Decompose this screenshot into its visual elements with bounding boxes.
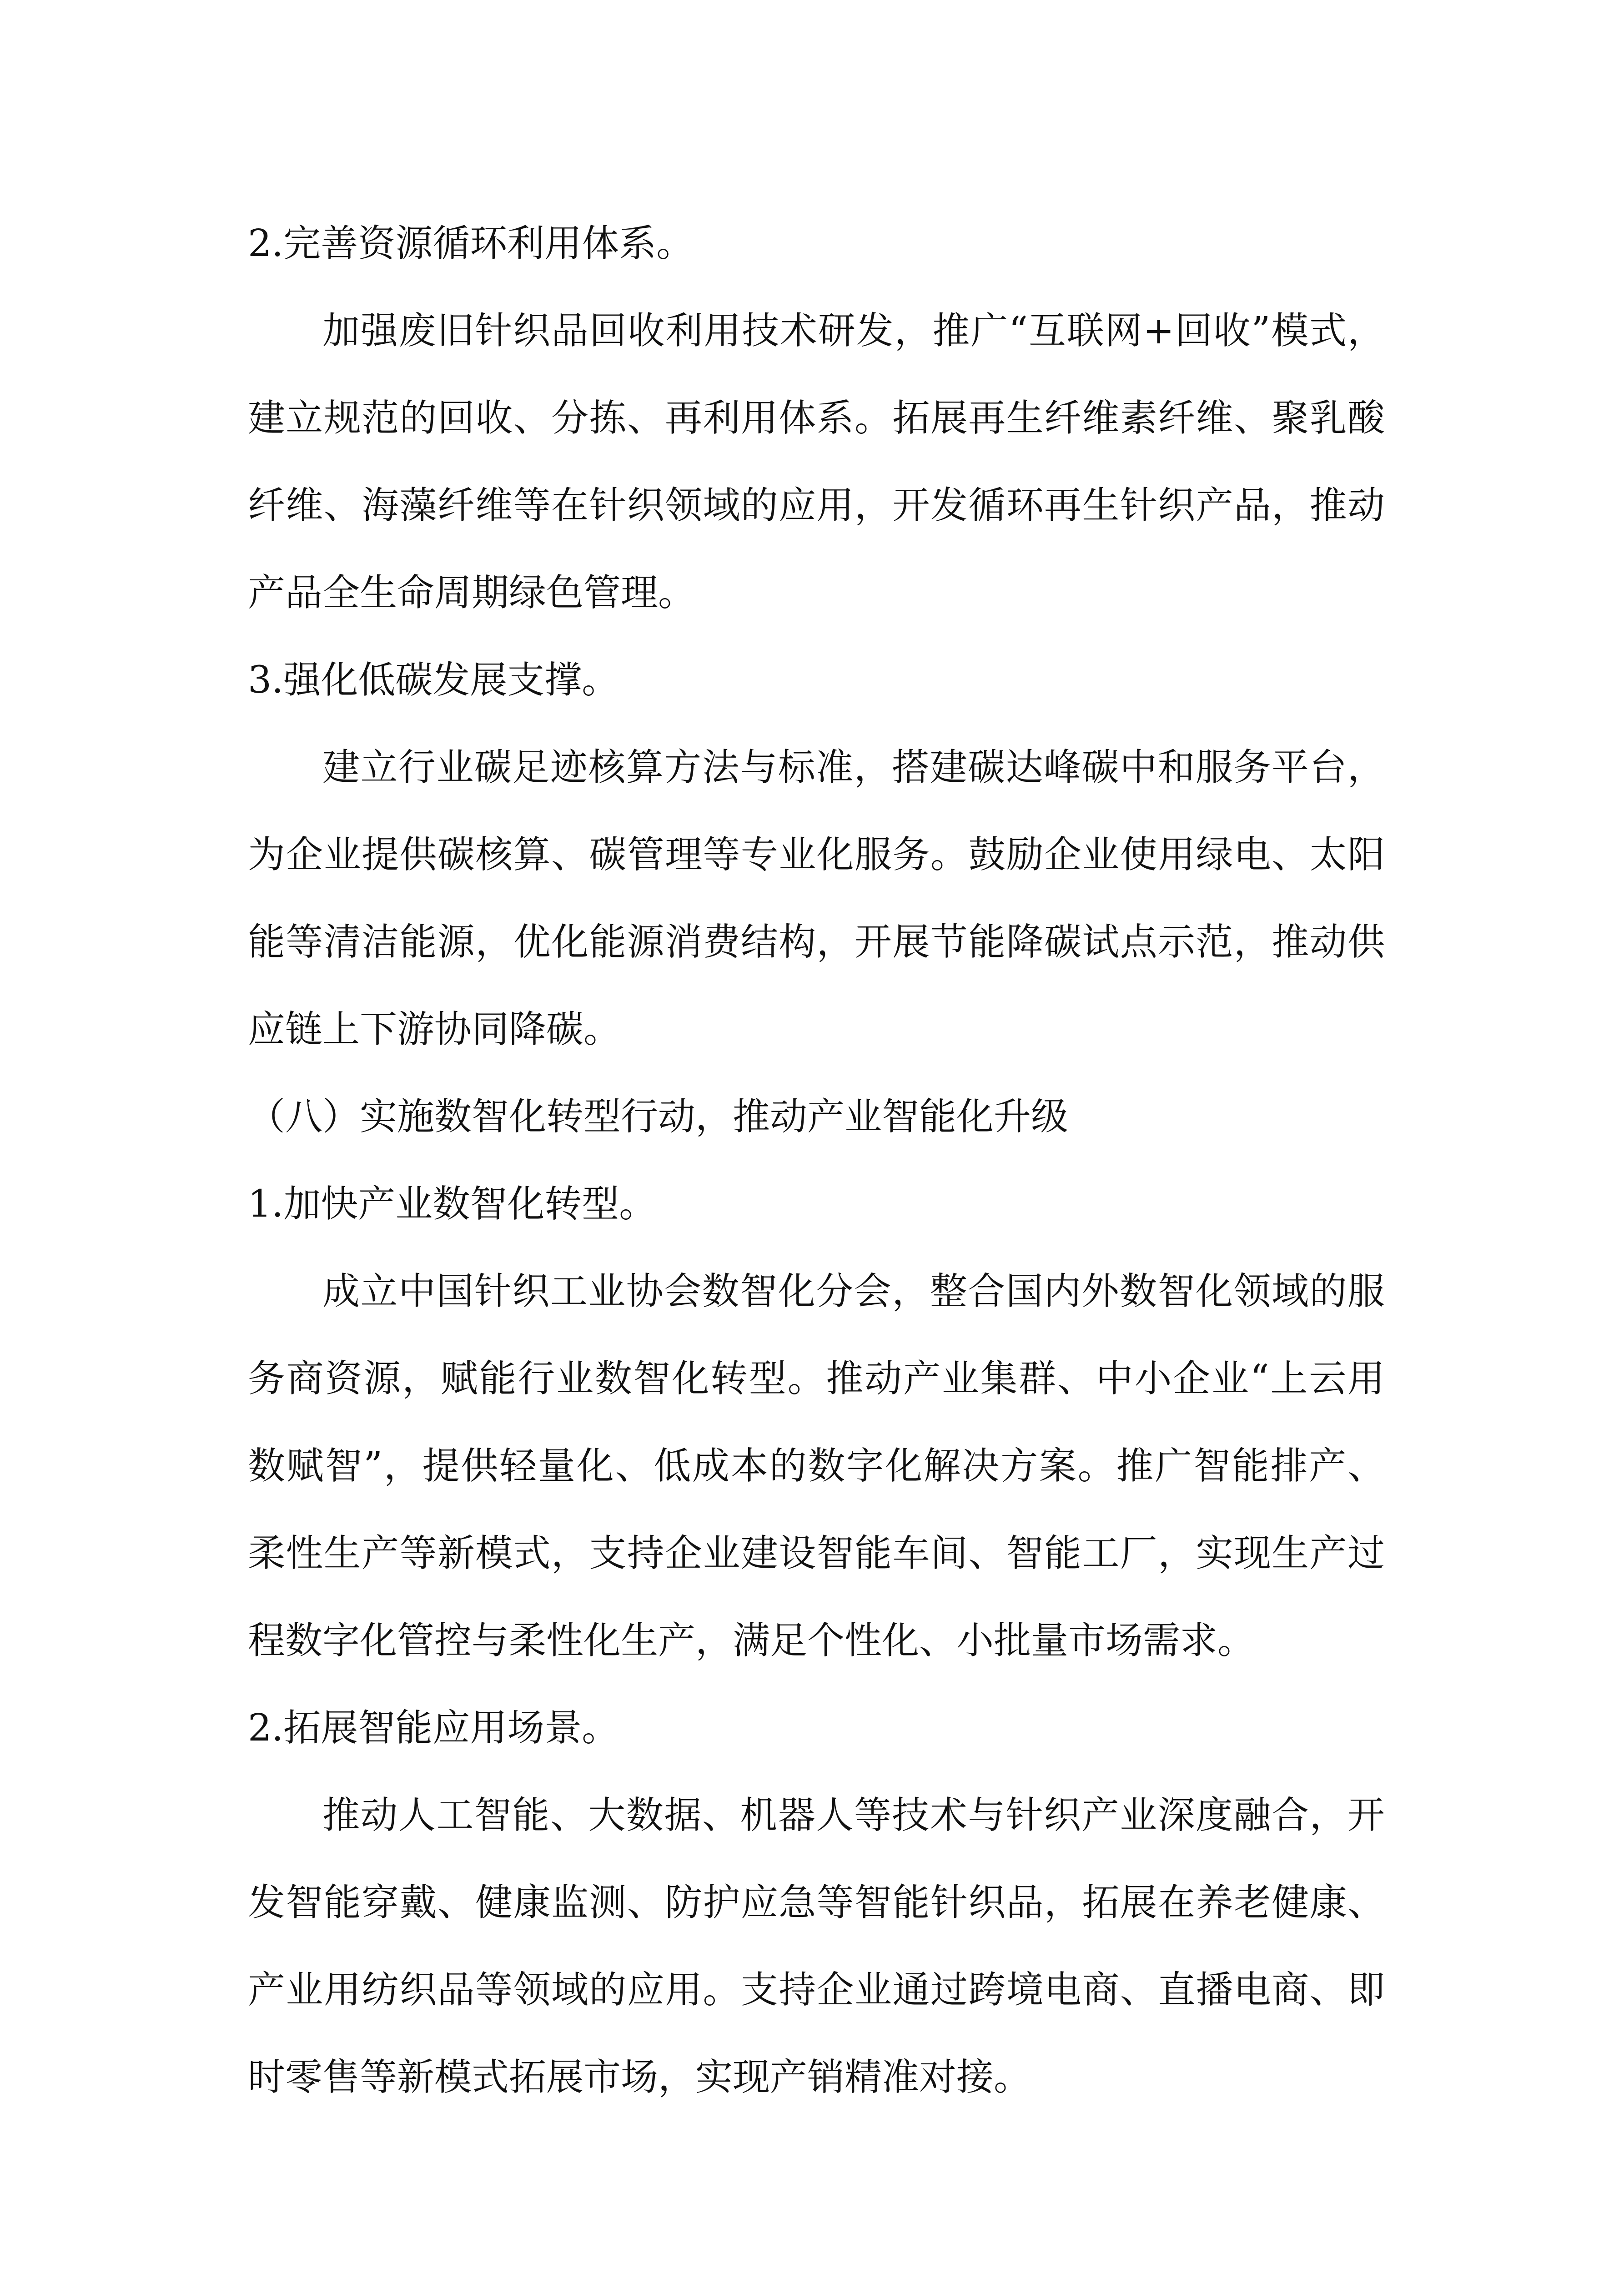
paragraph-line: 成立中国针织工业协会数智化分会，整合国内外数智化领域的服 [322,1270,1385,1313]
chapter-heading: （八）实施数智化转型行动，推动产业智能化升级 [248,1095,1069,1138]
document-body [248,200,1385,2121]
paragraph-line: 数赋智”，提供轻量化、低成本的数字化解决方案。推广智能排产、 [248,1444,1385,1488]
section-heading: 2.完善资源循环利用体系。 [248,222,694,265]
paragraph-line: 建立行业碳足迹核算方法与标准，搭建碳达峰碳中和服务平台， [322,746,1385,789]
paragraph-line: 务商资源，赋能行业数智化转型。推动产业集群、中小企业“上云用 [248,1357,1385,1400]
paragraph-line: 纤维、海藻纤维等在针织领域的应用，开发循环再生针织产品，推动 [248,484,1385,527]
paragraph-line: 发智能穿戴、健康监测、防护应急等智能针织品，拓展在养老健康、 [248,1881,1385,1924]
paragraph-line: 程数字化管控与柔性化生产，满足个性化、小批量市场需求。 [248,1619,1255,1662]
paragraph-line: 能等清洁能源，优化能源消费结构，开展节能降碳试点示范，推动供 [248,921,1385,964]
paragraph-line: 为企业提供碳核算、碳管理等专业化服务。鼓励企业使用绿电、太阳 [248,833,1385,876]
paragraph-line: 时零售等新模式拓展市场，实现产销精准对接。 [248,2056,1031,2099]
paragraph-line: 建立规范的回收、分拣、再利用体系。拓展再生纤维素纤维、聚乳酸 [248,397,1385,440]
section-heading: 2.拓展智能应用场景。 [248,1706,619,1750]
paragraph-line: 产业用纺织品等领域的应用。支持企业通过跨境电商、直播电商、即 [248,1968,1385,2012]
paragraph-line: 推动人工智能、大数据、机器人等技术与针织产业深度融合，开 [322,1794,1385,1837]
section-heading: 1.加快产业数智化转型。 [248,1182,657,1226]
paragraph-line: 应链上下游协同降碳。 [248,1008,621,1051]
paragraph-line: 加强废旧针织品回收利用技术研发，推广“互联网+回收”模式， [322,309,1385,352]
section-heading: 3.强化低碳发展支撑。 [248,659,619,702]
paragraph-line: 产品全生命周期绿色管理。 [248,571,696,614]
paragraph-line: 柔性生产等新模式，支持企业建设智能车间、智能工厂，实现生产过 [248,1532,1385,1575]
